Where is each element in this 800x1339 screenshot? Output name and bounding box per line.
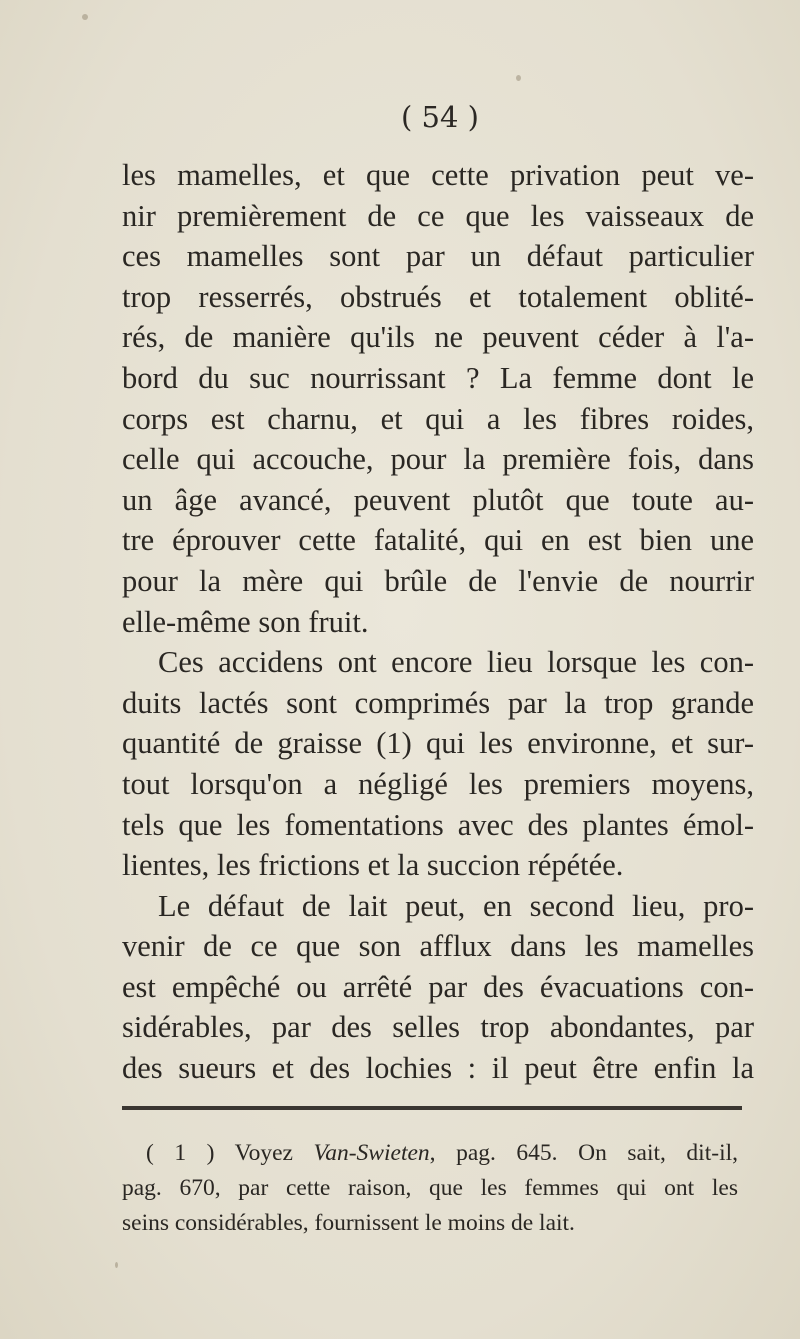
footnote-reference: , pag. 645. On sait, dit-il,: [429, 1140, 739, 1166]
text-line: un âge avancé, peuvent plutôt que toute au-: [122, 482, 754, 517]
footnote-line: pag. 670, par cette raison, que les femmes qui ont les: [122, 1175, 738, 1201]
body-text: [122, 155, 754, 1089]
text-line: duits lactés sont comprimés par la trop grande: [122, 685, 754, 720]
text-line: venir de ce que son afflux dans les mamelles: [122, 929, 754, 964]
text-line: des sueurs et des lochies : il peut être enfin la: [122, 1051, 754, 1086]
text-line: tels que les fomentations avec des plantes émol-: [122, 807, 754, 842]
text-line: tre éprouver cette fatalité, qui en est bien une: [122, 523, 754, 558]
text-line: corps est charnu, et qui a les fibres roides,: [122, 401, 754, 436]
text-line: trop resserrés, obstrués et totalement oblité-: [122, 279, 754, 314]
text-line: pour la mère qui brûle de l'envie de nourrir: [122, 563, 754, 598]
text-line: sidérables, par des selles trop abondantes, par: [122, 1010, 754, 1045]
text-line: tout lorsqu'on a négligé les premiers moyens,: [122, 766, 754, 801]
paragraph-first-line: Le défaut de lait peut, en second lieu, pro-: [158, 888, 754, 923]
footnote: [122, 1136, 738, 1241]
paper-speck: [516, 75, 521, 81]
paragraph-first-line: Ces accidens ont encore lieu lorsque les con-: [158, 645, 754, 680]
footnote-line: seins considérables, fournissent le moins de lait.: [122, 1210, 575, 1236]
paper-speck: [82, 14, 88, 20]
text-line: celle qui accouche, pour la première fois, dans: [122, 442, 754, 477]
text-line: rés, de manière qu'ils ne peuvent céder à l'a-: [122, 320, 754, 355]
text-line: elle-même son fruit.: [122, 604, 369, 639]
text-line: ces mamelles sont par un défaut particulier: [122, 239, 754, 274]
paper-speck: [115, 1262, 118, 1268]
page-number: ( 54 ): [401, 100, 479, 134]
text-line: quantité de graisse (1) qui les environne, et sur-: [122, 726, 754, 761]
footnote-line: [122, 1136, 738, 1171]
text-line: lientes, les frictions et la succion répétée.: [122, 848, 624, 883]
text-line: est empêché ou arrêté par des évacuations con-: [122, 969, 754, 1004]
footnote-rule: [122, 1106, 742, 1110]
text-line: nir premièrement de ce que les vaisseaux de: [122, 198, 754, 233]
text-line: les mamelles, et que cette privation peut ve-: [122, 158, 754, 192]
footnote-author: Van-Swieten: [313, 1140, 430, 1166]
text-line: bord du suc nourrissant ? La femme dont le: [122, 360, 754, 395]
footnote-marker-text: ( 1 ) Voyez: [146, 1140, 314, 1166]
